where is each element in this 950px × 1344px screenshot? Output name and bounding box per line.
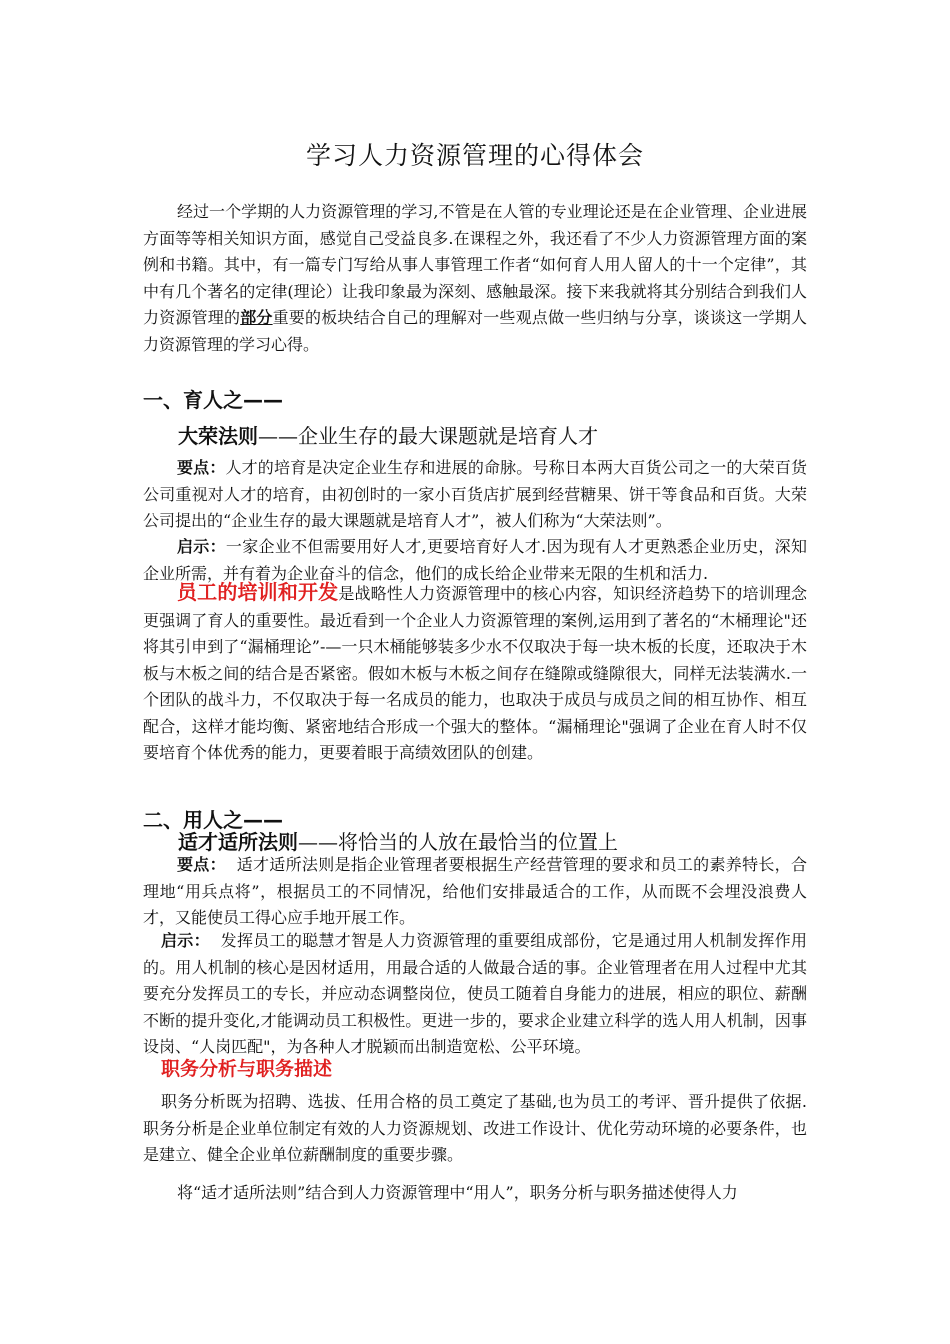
section2-point-paragraph xyxy=(143,852,807,932)
section2-subheading xyxy=(178,826,618,855)
section1-insight-text: 一家企业不但需要用好人才,更要培育好人才.因为现有人才更熟悉企业历史，深知企业所需，并有着为企业奋斗的信念，他们的成长给企业带来无限的生机和活力. xyxy=(143,537,807,583)
training-text: 是战略性人力资源管理中的核心内容，知识经济趋势下的培训理念更强调了育人的重要性。最近看到一个企业人力资源管理的案例,运用到了著名的“木桶理论"还将其引申到了“漏桶理论”-—一只木桶能够装多少水不仅取决于每一块木板的长度，还取决于木板与木板之间的结合是否紧密。假如木板与木板之间存在缝隙或缝隙很大，同样无法装满水.一个团队的战斗力，不仅取决于每一名成员的能力，也取决于成员与成员之间的相互协作、相互配合，这样才能均衡、紧密地结合形成一个强大的整体。“漏桶理论"强调了企业在育人时不仅要培育个体优秀的能力，更要着眼于高绩效团队的创建。 xyxy=(143,584,807,762)
section1-insight-label: 启示： xyxy=(177,537,226,556)
section2-point-text: 适才适所法则是指企业管理者要根据生产经营管理的要求和员工的素养特长，合理地“用兵点将”，根据员工的不同情况，给他们安排最适合的工作，从而既不会埋没浪费人才，又能使员工得心应手地开展工作。 xyxy=(143,855,807,927)
section1-heading: 一、育人之—— xyxy=(143,388,283,412)
section2-subheading-bold: 适才适所法则 xyxy=(178,830,298,854)
section1-point-paragraph xyxy=(143,455,807,535)
closing-paragraph xyxy=(143,1180,807,1207)
section1-subheading-bold: 大荣法则 xyxy=(178,424,258,448)
section2-heading: 二、用人之—— xyxy=(143,808,283,832)
section2-subheading-rest: ——将恰当的人放在最恰当的位置上 xyxy=(298,830,618,854)
intro-emphasis: 部分 xyxy=(240,308,273,327)
section2-insight-label: 启示： xyxy=(161,931,210,950)
job-analysis-highlight: 职务分析与职务描述 xyxy=(161,1058,333,1080)
section1-point-text: 人才的培育是决定企业生存和进展的命脉。号称日本两大百货公司之一的大荣百货公司重视对人才的培育，由初创时的一家小百货店扩展到经营糖果、饼干等食品和百货。大荣公司提出的“企业生存的最大课题就是培育人才”，被人们称为“大荣法则”。 xyxy=(143,458,807,530)
training-highlight: 员工的培训和开发 xyxy=(177,580,339,604)
section2-insight-text: 发挥员工的聪慧才智是人力资源管理的重要组成部份，它是通过用人机制发挥作用的。用人机制的核心是因材适用，用最合适的人做最合适的事。企业管理者在用人过程中尤其要充分发挥员工的专长，并应动态调整岗位，使员工随着自身能力的进展，相应的职位、薪酬不断的提升变化,才能调动员工积极性。更进一步的，要求企业建立科学的选人用人机制，因事设岗、“人岗匹配"，为各种人才脱颖而出制造宽松、公平环境。 xyxy=(143,931,807,1056)
section1-training-paragraph xyxy=(143,579,807,767)
intro-text-b: 重要的板块结合自己的理解对一些观点做一些归纳与分享，谈谈这一学期人力资源管理的学习心得。 xyxy=(143,308,807,354)
job-analysis-paragraph xyxy=(143,1089,807,1169)
section2-insight-paragraph xyxy=(143,928,807,1061)
closing-text: 将“适才适所法则”结合到人力资源管理中“用人”，职务分析与职务描述使得人力 xyxy=(177,1183,738,1202)
intro-text-a: 经过一个学期的人力资源管理的学习,不管是在人管的专业理论还是在企业管理、企业进展方面等等相关知识方面，感觉自己受益良多.在课程之外，我还看了不少人力资源管理方面的案例和书籍。其中，有一篇专门写给从事人事管理工作者“如何育人用人留人的十一个定律”，其中有几个著名的定律(理论）让我印象最为深刻、感触最深。接下来我就将其分别结合到我们人力资源管理的 xyxy=(143,202,807,327)
job-analysis-text: 职务分析既为招聘、选拔、任用合格的员工奠定了基础,也为员工的考评、晋升提供了依据.职务分析是企业单位制定有效的人力资源规划、改进工作设计、优化劳动环境的必要条件，也是建立、健全企业单位薪酬制度的重要步骤。 xyxy=(143,1092,807,1164)
section1-point-label: 要点： xyxy=(177,458,226,477)
section2-point-label: 要点： xyxy=(177,855,226,874)
page-title: 学习人力资源管理的心得体会 xyxy=(305,141,644,170)
section1-subheading-rest: ——企业生存的最大课题就是培育人才 xyxy=(258,424,598,448)
intro-paragraph xyxy=(143,199,807,358)
section1-subheading xyxy=(178,420,598,449)
